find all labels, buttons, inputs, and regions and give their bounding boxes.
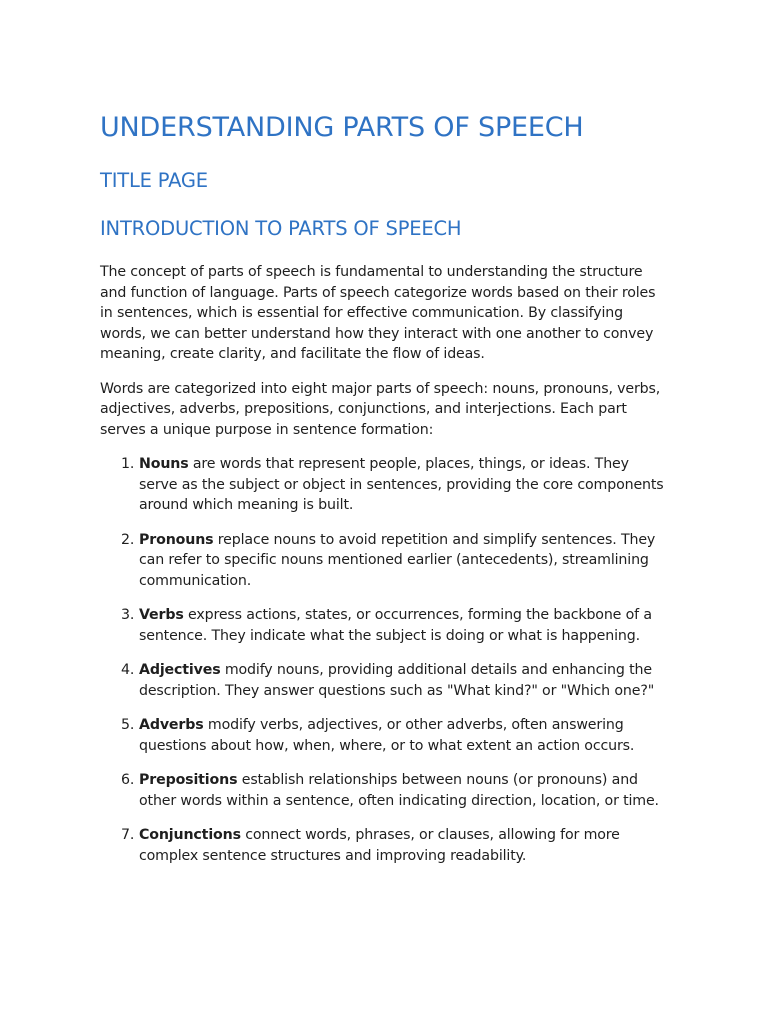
list-item-text: connect words, phrases, or clauses, allowing for more complex sentence structures and improving readability.: [139, 827, 620, 864]
list-item-pronouns: [100, 530, 670, 592]
list-item-number: 2.: [121, 531, 135, 548]
document-title: UNDERSTANDING PARTS OF SPEECH: [100, 112, 584, 143]
list-item-term: Nouns: [139, 456, 189, 472]
list-item-text: modify verbs, adjectives, or other adverbs, often answering questions about how, when, where, or to what extent an action occurs.: [139, 717, 635, 754]
list-item-term: Pronouns: [139, 531, 214, 548]
list-item-conjunctions: [100, 825, 670, 866]
list-item-term: Verbs: [139, 607, 184, 623]
list-item-text: modify nouns, providing additional details and enhancing the description. They answer questions such as "What kind?" or "Which one?": [139, 662, 655, 699]
introduction-heading: INTRODUCTION TO PARTS OF SPEECH: [100, 217, 462, 240]
list-item-adverbs: [100, 715, 670, 756]
list-item-text: are words that represent people, places, things, or ideas. They serve as the subject or object in sentences, providing the core components around which meaning is built.: [139, 456, 664, 513]
list-item-nouns: [100, 454, 670, 516]
parts-of-speech-list: [100, 454, 670, 866]
list-item-term: Adjectives: [139, 662, 221, 678]
list-item-text: express actions, states, or occurrences, forming the backbone of a sentence. They indicate what the subject is doing or what is happening.: [139, 607, 652, 644]
list-item-term: Prepositions: [139, 772, 238, 788]
intro-paragraph: The concept of parts of speech is fundamental to understanding the structure and function of language. Parts of speech categorize words based on their roles in sentences, which is essential for effective communication. By classifying words, we can better understand how they interact with one another to convey meaning, create clarity, and facilitate the flow of ideas.: [100, 264, 656, 362]
list-item-number: 5.: [121, 717, 135, 733]
list-item-term: Conjunctions: [139, 827, 241, 843]
list-item-text: establish relationships between nouns (or pronouns) and other words within a sentence, often indicating direction, location, or time.: [139, 772, 659, 809]
list-item-term: Adverbs: [139, 717, 204, 733]
list-item-text: replace nouns to avoid repetition and simplify sentences. They can refer to specific nouns mentioned earlier (antecedents), streamlining communication.: [139, 531, 656, 589]
document-page: [100, 110, 670, 880]
list-item-verbs: [100, 605, 670, 646]
title-page-heading: TITLE PAGE: [100, 169, 208, 192]
list-item-number: 3.: [121, 607, 135, 623]
list-item-adjectives: [100, 660, 670, 701]
list-item-number: 7.: [121, 827, 135, 843]
list-item-prepositions: [100, 770, 670, 811]
categories-paragraph: Words are categorized into eight major parts of speech: nouns, pronouns, verbs, adjectives, adverbs, prepositions, conjunctions, and interjections. Each part serves a unique purpose in sentence formation:: [100, 380, 661, 438]
list-item-number: 1.: [121, 456, 135, 472]
list-item-number: 6.: [121, 772, 135, 788]
list-item-number: 4.: [121, 662, 135, 678]
